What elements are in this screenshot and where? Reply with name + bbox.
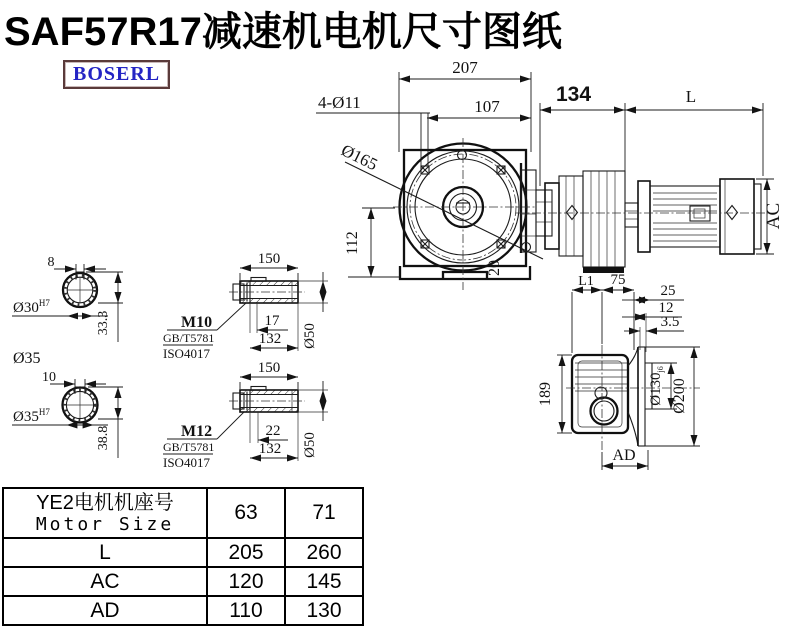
- table-row: [3, 567, 363, 596]
- table-header-cn: YE2电机机座号: [36, 492, 174, 515]
- dim-label-AC: AC: [763, 202, 784, 230]
- bore35-value: Ø35: [13, 409, 39, 425]
- dim-label-134: 134: [556, 83, 592, 106]
- dim-label-AD: AD: [612, 447, 636, 464]
- dim-label-33-3: 33.3: [96, 310, 111, 336]
- bore30-fit: H7: [38, 298, 50, 308]
- table-row: [3, 596, 363, 625]
- shaft-section-bottom: [12, 370, 123, 458]
- table-row-label-AC: AC: [3, 567, 207, 596]
- dim-label-dia50-top: Ø50: [302, 323, 318, 349]
- dim-label-len150-top: 150: [257, 251, 281, 267]
- dim-label-207: 207: [452, 58, 478, 77]
- shaft-section-top: [12, 255, 123, 367]
- dim-label-dia35-mid: Ø35: [13, 350, 41, 367]
- dim-label-dia130: [648, 366, 665, 406]
- dia130-fit: j6: [656, 366, 665, 373]
- dim-label-38-8: 38.8: [96, 425, 111, 451]
- bore30-value: Ø30: [13, 300, 39, 316]
- table-cell-AD-63: 110: [207, 596, 285, 625]
- page-title: SAF57R17减速机电机尺寸图纸: [4, 10, 562, 54]
- thread-label-m12: M12: [181, 423, 213, 440]
- dim-label-112: 112: [344, 231, 361, 255]
- table-cell-AC-71: 145: [285, 567, 363, 596]
- table-cell-L-63: 205: [207, 538, 285, 567]
- table-row-label-L: L: [3, 538, 207, 567]
- boserl-logo: BOSERL: [63, 60, 170, 89]
- dim-label-bore30: [13, 298, 50, 316]
- dim-label-132-bot: 132: [258, 441, 282, 457]
- dim-label-dia50-bot: Ø50: [302, 432, 318, 458]
- dim-label-3-5: 3.5: [660, 314, 680, 330]
- dim-label-75: 75: [610, 272, 626, 288]
- table-header-en: Motor Size: [35, 514, 175, 536]
- std-label-iso-top: ISO4017: [163, 346, 210, 361]
- std-label-iso-bot: ISO4017: [163, 455, 210, 470]
- table-header-cell: [3, 488, 207, 538]
- bottom-view-drawing: [537, 272, 700, 470]
- dim-label-25: 25: [660, 283, 676, 299]
- dim-label-17: 17: [264, 313, 280, 329]
- std-label-gbt-top: GB/T5781: [163, 331, 215, 345]
- dim-label-22: 22: [265, 423, 281, 439]
- dim-label-107: 107: [474, 97, 500, 116]
- motor-size-table: [2, 487, 364, 626]
- table-row: [3, 538, 363, 567]
- std-label-gbt-bot: GB/T5781: [163, 440, 215, 454]
- dim-label-key10: 10: [42, 370, 56, 385]
- thread-label-m10: M10: [181, 314, 213, 331]
- dim-label-20: 20: [486, 260, 503, 276]
- dim-label-132-top: 132: [258, 331, 282, 347]
- table-size-71: 71: [285, 488, 363, 538]
- front-view-drawing: [316, 58, 543, 290]
- dia130-value: Ø130: [648, 372, 664, 406]
- dim-label-189: 189: [537, 382, 554, 406]
- dim-label-dia200: Ø200: [671, 378, 688, 414]
- table-cell-AD-71: 130: [285, 596, 363, 625]
- table-size-63: 63: [207, 488, 285, 538]
- side-view-drawing: [516, 83, 784, 273]
- dim-label-L: L: [685, 87, 697, 106]
- dim-label-bore35: [13, 407, 50, 425]
- dim-label-L1: L1: [578, 274, 594, 289]
- dim-label-key8: 8: [47, 255, 55, 270]
- shaft-detail-bottom: [163, 360, 328, 470]
- table-cell-L-71: 260: [285, 538, 363, 567]
- dim-label-len150-bot: 150: [257, 360, 281, 376]
- table-row-label-AD: AD: [3, 596, 207, 625]
- dim-label-bolt-holes: 4-Ø11: [318, 93, 361, 112]
- shaft-detail-top: [163, 251, 328, 361]
- dim-label-12: 12: [658, 300, 674, 316]
- bore35-fit: H7: [38, 407, 50, 417]
- dim-label-flange-dia: Ø165: [338, 140, 381, 175]
- table-cell-AC-63: 120: [207, 567, 285, 596]
